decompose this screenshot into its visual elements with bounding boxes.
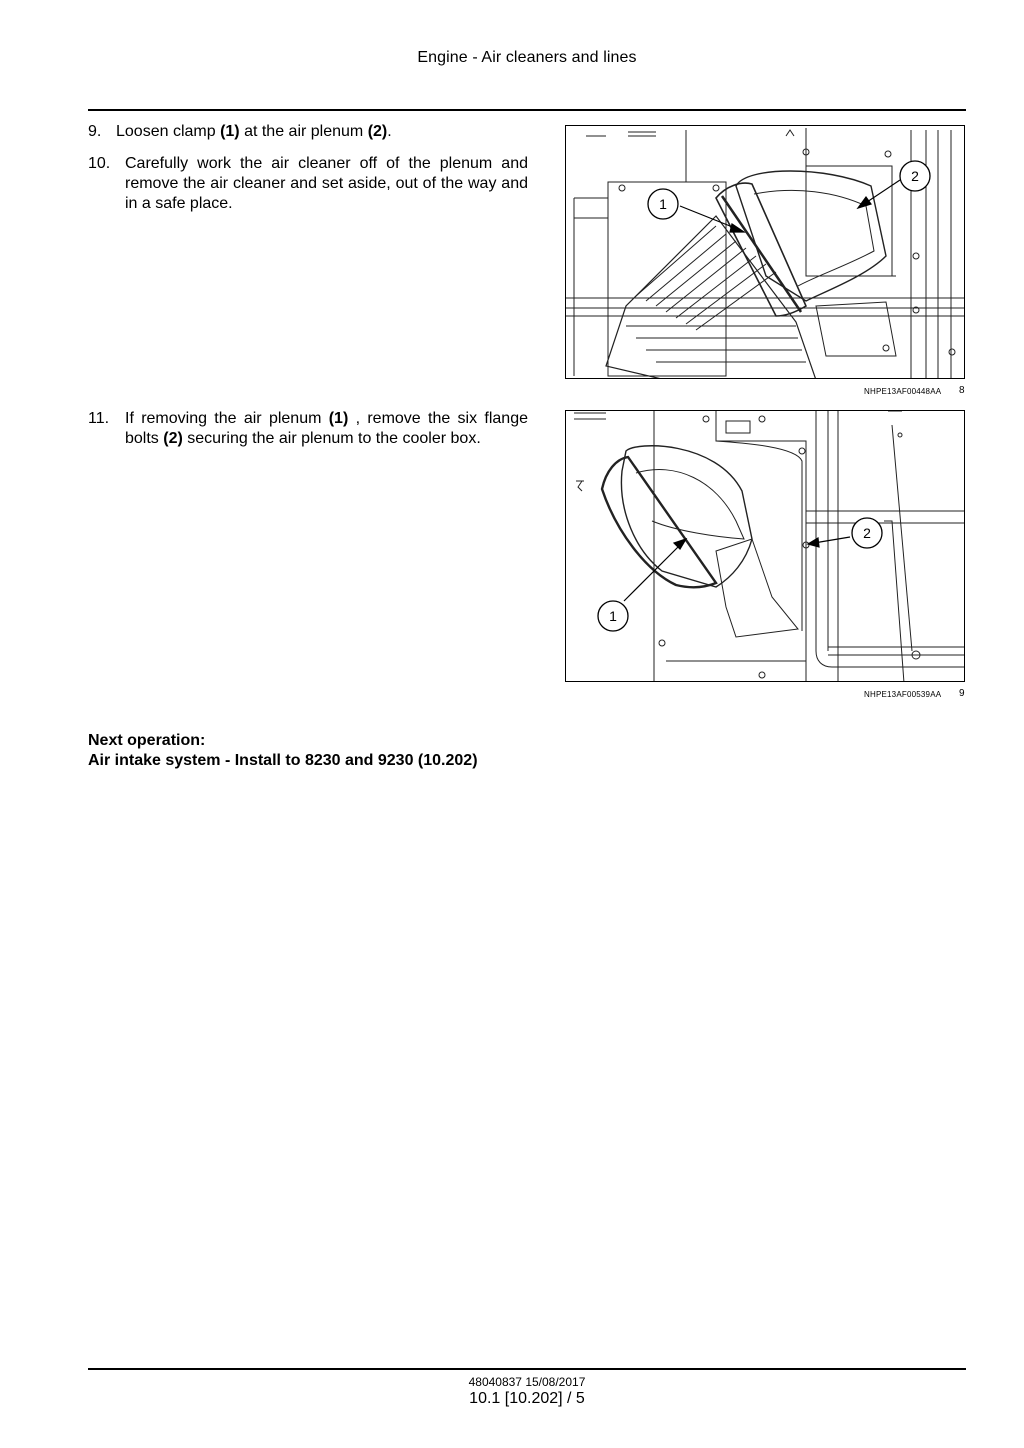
page-header-title: Engine - Air cleaners and lines (417, 49, 637, 66)
step-11 (88, 409, 528, 451)
footer-page-number: 10.1 [10.202] / 5 (469, 1390, 585, 1407)
air-plenum-drawing (566, 411, 965, 682)
callout-ref: (1) (328, 410, 349, 427)
step-text: Loosen clamp (1) at the air plenum (2). (116, 123, 392, 140)
figure-8-code: NHPE13AF00448AA (864, 387, 942, 396)
callout-2-label: 2 (863, 525, 871, 541)
figure-8-number: 8 (959, 385, 965, 396)
next-operation-heading: Next operation: (88, 732, 206, 749)
next-operation-link[interactable]: Air intake system - Install to 8230 and 9230 (10.202) (88, 752, 478, 769)
figure-8-illustration (565, 125, 965, 379)
step-text: If removing the air plenum (1) , remove the six flange bolts (2) securing the air plenum to the cooler box. (125, 410, 528, 447)
callout-1-label: 1 (609, 608, 617, 624)
step-number: 10. (88, 155, 111, 172)
header-divider (88, 109, 966, 111)
callout-ref: (1) (220, 123, 240, 140)
callout-ref: (2) (367, 123, 388, 140)
callout-1-label: 1 (659, 196, 667, 212)
figure-9-number: 9 (959, 688, 965, 699)
callout-2-label: 2 (911, 168, 919, 184)
step-10 (88, 154, 528, 216)
step-9 (88, 122, 528, 144)
footer-divider (88, 1368, 966, 1370)
callout-ref: (2) (163, 430, 183, 447)
figure-9-illustration (565, 410, 965, 682)
step-text: Carefully work the air cleaner off of the plenum and remove the air cleaner and set aside, out of the way and in a safe place. (125, 155, 528, 212)
step-number: 9. (88, 123, 102, 140)
step-number: 11. (88, 410, 110, 427)
air-cleaner-removal-drawing (566, 126, 965, 379)
footer-doc-code: 48040837 15/08/2017 (468, 1375, 586, 1389)
figure-9-code: NHPE13AF00539AA (864, 690, 942, 699)
